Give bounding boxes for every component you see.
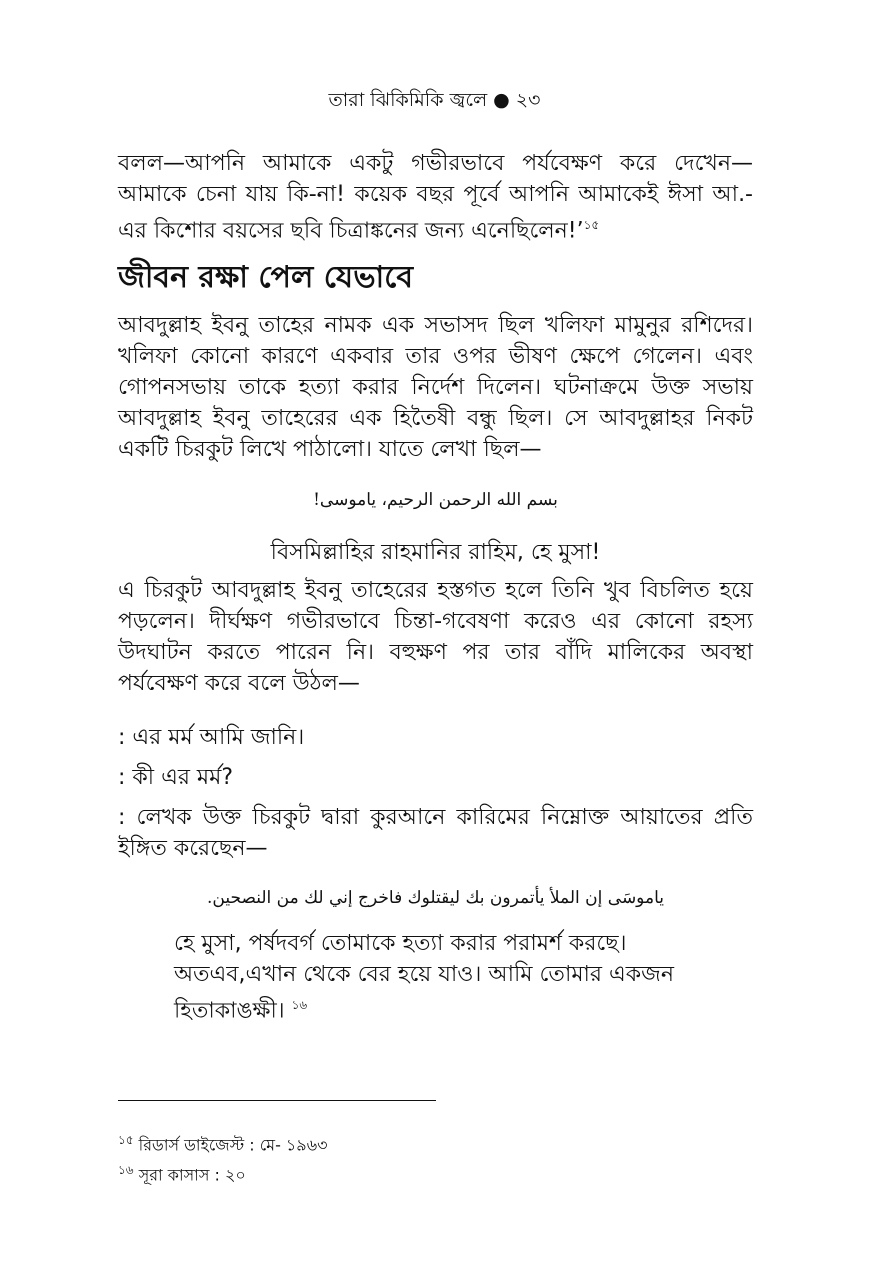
- paragraph-1: আবদুল্লাহ ইবনু তাহের নামক এক সভাসদ ছিল খলিফা মামুনুর রশিদের। খলিফা কোনো কারণে একবার তার ওপর ভীষণ ক্ষেপে গেলেন। এবং গোপনসভায় তাকে হত্যা করার নির্দেশ দিলেন। ঘটনাক্রমে উক্ত সভায় আবদুল্লাহ ইবনু তাহেরের এক হিতৈষী বন্ধু ছিল। সে আবদুল্লাহর নিকট একটি চিরকুট লিখে পাঠালো। যাতে লেখা ছিল—: [118, 313, 753, 462]
- dialogue-line-2-block: [118, 762, 753, 793]
- dialogue-line-1: : এর মর্ম আমি জানি।: [118, 725, 305, 750]
- arabic-verse: ياموسَى إن الملأ يأتمرون بك ليقتلوك فاخرج إني لك من النصحين.: [207, 888, 664, 908]
- footnote-16: [118, 1162, 246, 1189]
- section-heading: জীবন রক্ষা পেল যেভাবে: [118, 260, 414, 295]
- footnote-15-text: রিডার্স ডাইজেস্ট : মে- ১৯৬৩: [138, 1135, 328, 1155]
- footnote-15-ref: ১৫: [118, 1133, 134, 1147]
- running-header: তারা ঝিকিমিকি জ্বলে ● ২৩: [328, 89, 541, 111]
- dialogue-line-1-block: [118, 722, 753, 753]
- paragraph-1-block: [118, 310, 753, 465]
- basmala-translation: বিসমিল্লাহির রাহমানির রাহিম, হে মুসা!: [270, 540, 601, 565]
- paragraph-2: এ চিরকুট আবদুল্লাহ ইবনু তাহেরের হস্তগত হলে তিনি খুব বিচলিত হয়ে পড়লেন। দীর্ঘক্ষণ গভীরভাবে চিন্তা-গবেষণা করেও এর কোনো রহস্য উদঘাটন করতে পারেন নি। বহুক্ষণ পর তার বাঁদি মালিকের অবস্থা পর্যবেক্ষণ করে বলে উঠল—: [118, 578, 753, 696]
- footnote-ref-16: ১৬: [291, 998, 308, 1012]
- footnote-16-text: সূরা কাসাস : ২০: [138, 1165, 246, 1185]
- section-heading-block: [118, 258, 753, 298]
- footnote-ref-15: ১৫: [583, 218, 600, 232]
- dialogue-line-3: : লেখক উক্ত চিরকুট দ্বারা কুরআনে কারিমের নিম্নোক্ত আয়াতের প্রতি ইঙ্গিত করেছেন—: [118, 805, 753, 861]
- verse-translation-quote: [174, 928, 694, 1026]
- footnote-15: [118, 1132, 328, 1159]
- arabic-basmala: بسم الله الرحمن الرحيم، ياموسى!: [313, 490, 558, 510]
- intro-block: [118, 148, 753, 246]
- verse-translation: হে মুসা, পর্ষদবর্গ তোমাকে হত্যা করার পরামর্শ করছে। অতএব,এখান থেকে বের হয়ে যাও। আমি তোমার একজন হিতাকাঙক্ষী।: [174, 931, 674, 1024]
- footnote-separator: [118, 1100, 436, 1101]
- intro-paragraph: বলল—আপনি আমাকে একটু গভীরভাবে পর্যবেক্ষণ করে দেখেন—আমাকে চেনা যায় কি-না! কয়েক বছর পূর্বে আপনি আমাকেই ঈসা আ.-এর কিশোর বয়সের ছবি চিত্রাঙ্কনের জন্য এনেছিলেন!’$^{১৫}$: [118, 151, 753, 244]
- dialogue-line-2: : কী এর মর্ম?: [118, 765, 234, 790]
- paragraph-2-block: [118, 575, 753, 699]
- dialogue-line-3-block: [118, 802, 753, 864]
- footnote-16-ref: ১৬: [118, 1163, 134, 1177]
